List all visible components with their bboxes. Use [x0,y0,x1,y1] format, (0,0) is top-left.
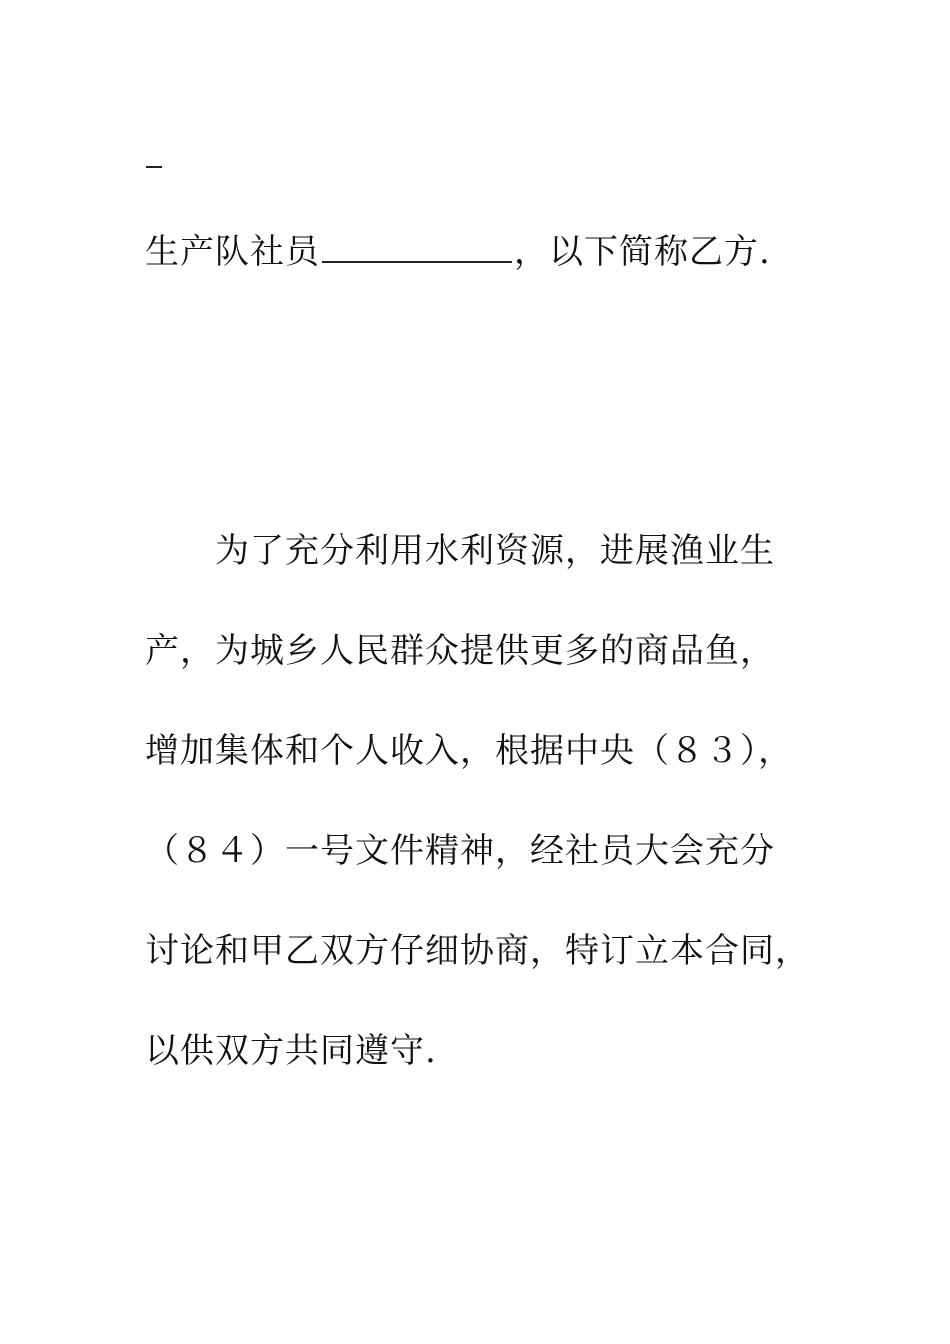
paragraph-line: （８４）一号文件精神，经社员大会充分 [145,831,775,871]
paragraph-line: 以供双方共同遵守. [145,1031,437,1071]
paragraph-line: 讨论和甲乙双方仔细协商，特订立本合同， [145,931,810,971]
paragraph-line: 为了充分利用水利资源，进展渔业生 [215,531,775,571]
party-b-name-blank[interactable] [322,235,512,263]
party-b-prefix: 生产队社员 [145,232,320,272]
paragraph-line: 产，为城乡人民群众提供更多的商品鱼， [145,631,775,671]
party-b-line [145,232,771,272]
leading-dash [146,166,162,168]
party-b-suffix: ，以下简称乙方. [514,232,771,272]
paragraph-line: 增加集体和个人收入，根据中央（８３）， [145,731,793,771]
